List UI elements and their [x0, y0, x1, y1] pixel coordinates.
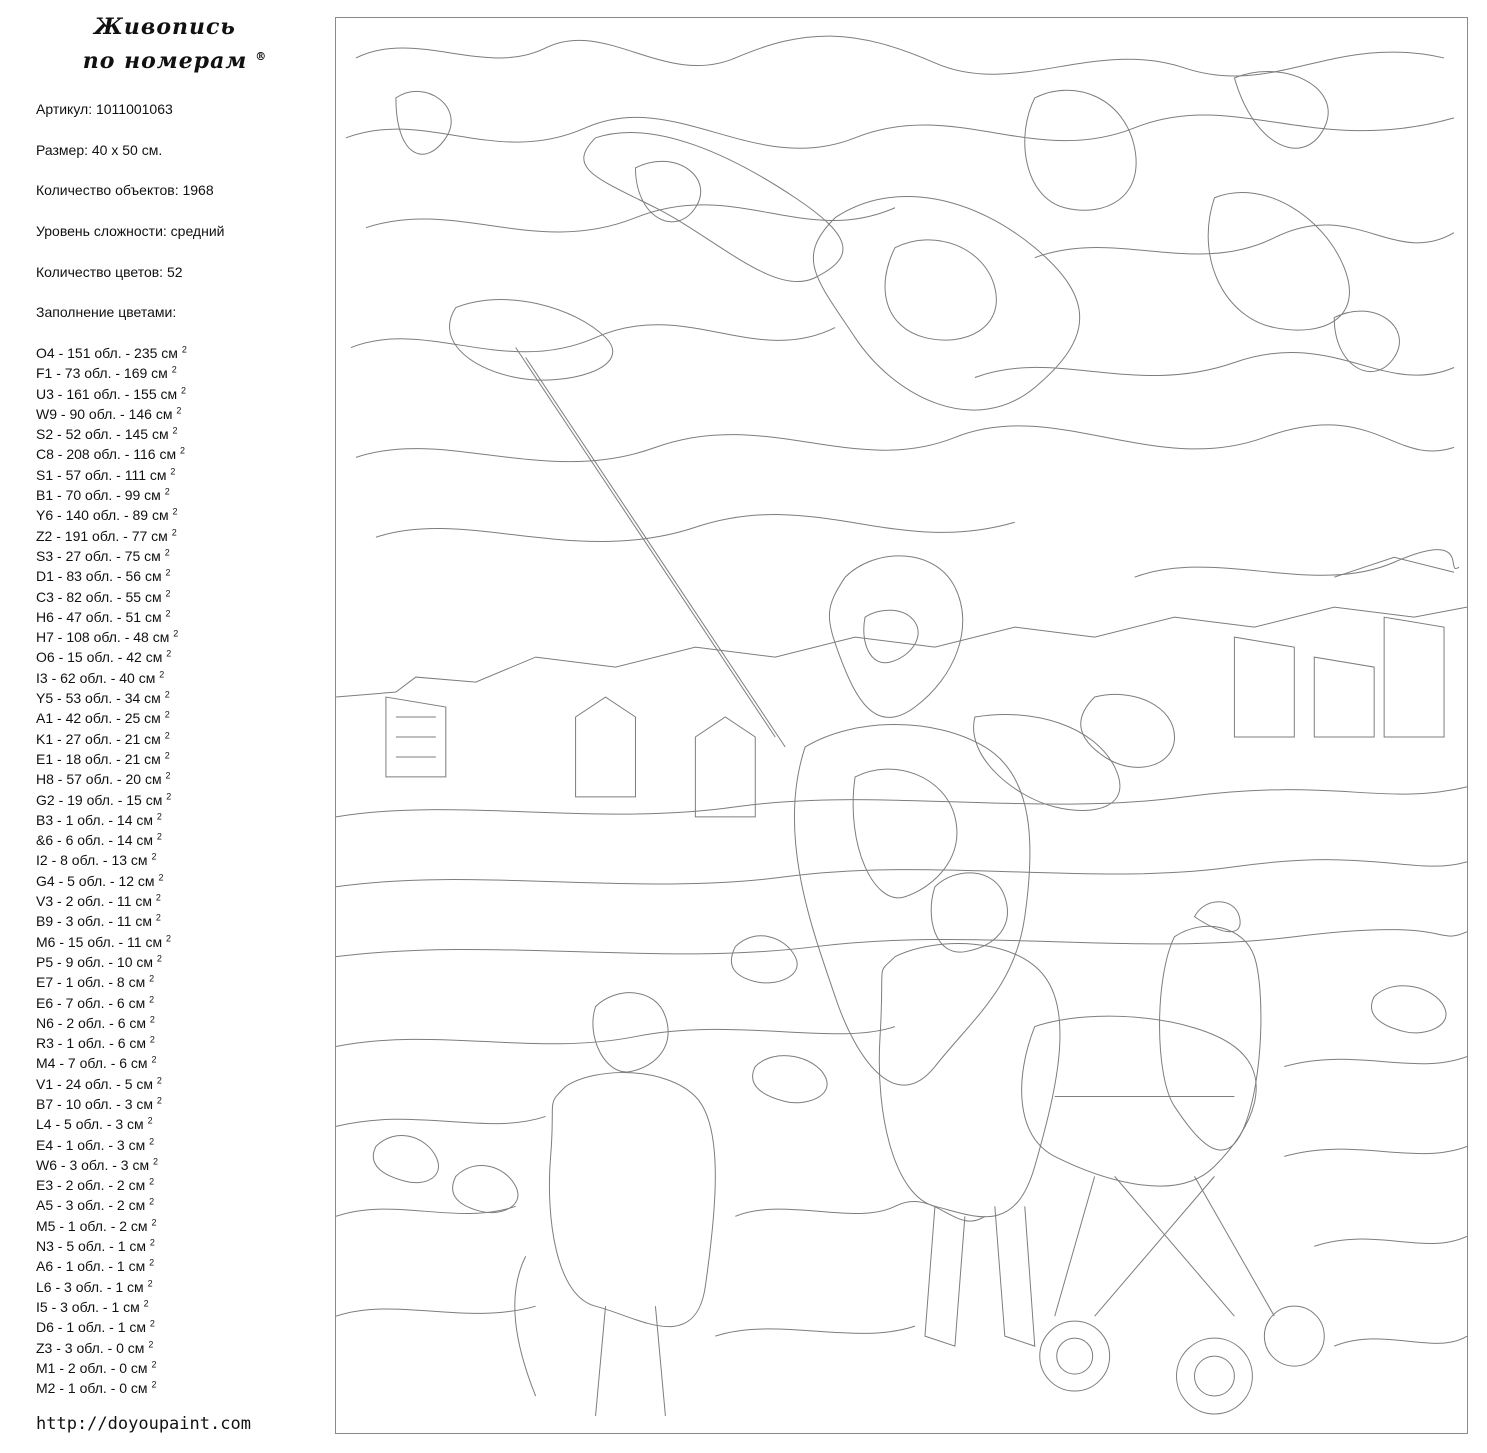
legend-item [36, 587, 187, 607]
legend-item-text: A5 - 3 обл. - 2 см [36, 1197, 146, 1214]
legend-unit-superscript: 2 [158, 872, 164, 883]
legend-item [36, 668, 187, 688]
legend-unit-superscript: 2 [149, 1237, 155, 1248]
legend-item [36, 1175, 187, 1195]
legend-item-text: G2 - 19 обл. - 15 см [36, 791, 163, 808]
legend-unit-superscript: 2 [164, 750, 170, 761]
legend-item [36, 1195, 187, 1215]
legend-item [36, 810, 187, 830]
legend-item-text: B3 - 1 обл. - 14 см [36, 811, 154, 828]
legend-unit-superscript: 2 [149, 1135, 155, 1146]
legend-unit-superscript: 2 [171, 364, 177, 375]
legend-item [36, 1317, 187, 1337]
legend-item [36, 1378, 187, 1398]
legend-item [36, 830, 187, 850]
info-sidebar [0, 0, 330, 1453]
legend-item-text: S1 - 57 обл. - 111 см [36, 466, 167, 483]
legend-unit-superscript: 2 [155, 912, 161, 923]
legend-item [36, 1338, 187, 1358]
legend-unit-superscript: 2 [176, 405, 182, 416]
legend-unit-superscript: 2 [151, 1217, 157, 1228]
legend-item [36, 911, 187, 931]
legend-unit-superscript: 2 [149, 1196, 155, 1207]
fill-title: Заполнение цветами: [36, 304, 177, 321]
legend-unit-superscript: 2 [172, 506, 178, 517]
legend-item-text: A1 - 42 обл. - 25 см [36, 710, 161, 727]
legend-item [36, 485, 187, 505]
legend-item [36, 1135, 187, 1155]
legend-item [36, 1053, 187, 1073]
legend-item [36, 790, 187, 810]
legend-item [36, 688, 187, 708]
legend-unit-superscript: 2 [147, 1278, 153, 1288]
legend-item-text: O4 - 151 обл. - 235 см [36, 345, 178, 361]
legend-unit-superscript: 2 [159, 669, 165, 680]
legend-unit-superscript: 2 [166, 648, 172, 659]
legend-item-text: O6 - 15 обл. - 42 см [36, 649, 163, 666]
legend-unit-superscript: 2 [149, 1014, 155, 1025]
legend-item-text: E3 - 2 обл. - 2 см [36, 1177, 146, 1194]
legend-item-text: B1 - 70 обл. - 99 см [36, 487, 161, 504]
legend-item [36, 1013, 187, 1033]
legend-unit-superscript: 2 [165, 770, 171, 781]
legend-item-text: N3 - 5 обл. - 1 см [36, 1238, 146, 1255]
legend-unit-superscript: 2 [170, 466, 176, 477]
legend-unit-superscript: 2 [149, 973, 155, 984]
legend-item-text: K1 - 27 обл. - 21 см [36, 730, 161, 747]
legend-item-text: P5 - 9 обл. - 10 см [36, 953, 154, 970]
legend-item-text: L6 - 3 обл. - 1 см [36, 1278, 144, 1295]
legend-item-text: I3 - 62 обл. - 40 см [36, 669, 156, 686]
coloring-canvas [335, 17, 1468, 1434]
legend-unit-superscript: 2 [143, 1298, 149, 1309]
site-url[interactable]: http://doyoupaint.com [36, 1414, 251, 1434]
legend-item-text: H6 - 47 обл. - 51 см [36, 608, 162, 625]
legend-item-text: U3 - 161 обл. - 155 см [36, 385, 178, 402]
legend-item-text: I5 - 3 обл. - 1 см [36, 1298, 140, 1315]
legend-item-text: E7 - 1 обл. - 8 см [36, 974, 146, 991]
legend-unit-superscript: 2 [165, 587, 171, 598]
legend-unit-superscript: 2 [151, 1379, 157, 1390]
legend-item-text: D6 - 1 обл. - 1 см [36, 1319, 146, 1336]
legend-unit-superscript: 2 [151, 1359, 157, 1370]
legend-unit-superscript: 2 [151, 851, 157, 862]
line-art-illustration [336, 18, 1467, 1433]
legend-unit-superscript: 2 [181, 384, 187, 395]
legend-item-text: C8 - 208 обл. - 116 см [36, 446, 177, 463]
legend-item [36, 424, 187, 444]
legend-item [36, 607, 187, 627]
legend-item [36, 1256, 187, 1276]
legend-unit-superscript: 2 [156, 1075, 162, 1086]
legend-item [36, 363, 187, 383]
legend-item-text: A6 - 1 обл. - 1 см [36, 1258, 146, 1275]
legend-unit-superscript: 2 [147, 1115, 153, 1126]
legend-item-text: C3 - 82 обл. - 55 см [36, 588, 162, 605]
legend-item-text: M6 - 15 обл. - 11 см [36, 933, 163, 950]
legend-unit-superscript: 2 [149, 1257, 155, 1268]
legend-unit-superscript: 2 [180, 445, 186, 456]
legend-unit-superscript: 2 [156, 953, 162, 964]
legend-item-text: W9 - 90 обл. - 146 см [36, 405, 173, 422]
legend-unit-superscript: 2 [165, 608, 171, 619]
legend-unit-superscript: 2 [171, 527, 177, 538]
legend-item-text: E4 - 1 обл. - 3 см [36, 1136, 146, 1153]
legend-unit-superscript: 2 [149, 1176, 155, 1187]
legend-unit-superscript: 2 [165, 567, 171, 578]
legend-item [36, 1155, 187, 1175]
legend-item [36, 729, 187, 749]
legend-item [36, 526, 187, 546]
legend-item [36, 444, 187, 464]
legend-item-text: S3 - 27 обл. - 75 см [36, 547, 161, 564]
legend-item [36, 1033, 187, 1053]
legend-item [36, 384, 187, 404]
legend-item [36, 972, 187, 992]
legend-unit-superscript: 2 [156, 1095, 162, 1106]
legend-item [36, 1216, 187, 1236]
legend-item-text: H8 - 57 обл. - 20 см [36, 771, 162, 788]
legend-unit-superscript: 2 [165, 932, 171, 943]
legend-item [36, 465, 187, 485]
legend-unit-superscript: 2 [172, 425, 178, 436]
legend-item-text: I2 - 8 обл. - 13 см [36, 852, 148, 869]
legend-unit-superscript: 2 [164, 486, 170, 497]
legend-unit-superscript: 2 [149, 1318, 155, 1329]
legend-unit-superscript: 2 [173, 628, 179, 639]
legend-unit-superscript: 2 [156, 831, 162, 842]
canvas-size: Размер: 40 х 50 см. [36, 141, 163, 158]
legend-unit-superscript: 2 [152, 1156, 158, 1167]
legend-item-text: F1 - 73 обл. - 169 см [36, 365, 168, 382]
brand-logo [0, 10, 330, 78]
legend-item-text: N6 - 2 обл. - 6 см [36, 1014, 146, 1031]
legend-item [36, 769, 187, 789]
legend-item-text: M4 - 7 обл. - 6 см [36, 1055, 148, 1072]
legend-item [36, 1074, 187, 1094]
legend-item [36, 891, 187, 911]
legend-unit-superscript: 2 [164, 729, 170, 740]
legend-item-text: H7 - 108 обл. - 48 см [36, 629, 170, 646]
legend-item [36, 627, 187, 647]
legend-item-text: B9 - 3 обл. - 11 см [36, 913, 152, 930]
legend-unit-superscript: 2 [149, 993, 155, 1004]
legend-item [36, 647, 187, 667]
legend-unit-superscript: 2 [166, 790, 172, 801]
legend-item [36, 850, 187, 870]
legend-item-text: Y6 - 140 обл. - 89 см [36, 507, 169, 524]
legend-item [36, 1358, 187, 1378]
legend-item-text: R3 - 1 обл. - 6 см [36, 1035, 146, 1052]
legend-item-text: G4 - 5 обл. - 12 см [36, 872, 155, 889]
brand-line-2 [82, 44, 268, 78]
brand-line-1: Живопись [94, 14, 236, 40]
legend-unit-superscript: 2 [148, 1338, 154, 1349]
legend-item-text: Z2 - 191 обл. - 77 см [36, 527, 168, 544]
legend-item-text: L4 - 5 обл. - 3 см [36, 1116, 144, 1133]
legend-item [36, 566, 187, 586]
legend-item-text: V1 - 24 обл. - 5 см [36, 1075, 154, 1092]
legend-unit-superscript: 2 [164, 547, 170, 558]
legend-item [36, 404, 187, 424]
colors-count: Количество цветов: 52 [36, 263, 183, 280]
legend-item [36, 1277, 187, 1297]
legend-item-text: Y5 - 53 обл. - 34 см [36, 690, 161, 707]
legend-item [36, 1114, 187, 1134]
color-legend [36, 343, 187, 1398]
legend-item-text: W6 - 3 обл. - 3 см [36, 1156, 150, 1173]
legend-item-text: D1 - 83 обл. - 56 см [36, 568, 162, 585]
legend-item-text: E1 - 18 обл. - 21 см [36, 750, 161, 767]
legend-unit-superscript: 2 [164, 709, 170, 720]
legend-item [36, 749, 187, 769]
legend-unit-superscript: 2 [156, 811, 162, 822]
objects-count: Количество объектов: 1968 [36, 182, 214, 199]
legend-item-text: V3 - 2 обл. - 11 см [36, 893, 152, 910]
legend-item [36, 952, 187, 972]
legend-item-text: &6 - 6 обл. - 14 см [36, 832, 154, 849]
legend-item-text: B7 - 10 обл. - 3 см [36, 1095, 154, 1112]
legend-item [36, 1094, 187, 1114]
legend-item [36, 1297, 187, 1317]
difficulty-level: Уровень сложности: средний [36, 223, 225, 240]
legend-unit-superscript: 2 [155, 892, 161, 903]
legend-unit-superscript: 2 [181, 344, 187, 355]
legend-item [36, 708, 187, 728]
legend-unit-superscript: 2 [151, 1054, 157, 1065]
legend-item-text: Z3 - 3 обл. - 0 см [36, 1339, 145, 1356]
legend-item-text: M2 - 1 обл. - 0 см [36, 1380, 148, 1397]
legend-item [36, 993, 187, 1013]
legend-unit-superscript: 2 [149, 1034, 155, 1045]
legend-item [36, 1236, 187, 1256]
legend-item [36, 932, 187, 952]
legend-item-text: M1 - 2 обл. - 0 см [36, 1359, 148, 1376]
legend-item-text: M5 - 1 обл. - 2 см [36, 1217, 148, 1234]
article-number: Артикул: 1011001063 [36, 101, 173, 117]
brand-line-2-text: по номерам [82, 48, 248, 74]
registered-mark: ® [255, 50, 268, 63]
legend-item-text: S2 - 52 обл. - 145 см [36, 426, 169, 443]
product-info [36, 99, 224, 343]
legend-item [36, 871, 187, 891]
legend-item [36, 546, 187, 566]
legend-unit-superscript: 2 [164, 689, 170, 700]
legend-item [36, 505, 187, 525]
legend-item-text: E6 - 7 обл. - 6 см [36, 994, 146, 1011]
legend-item [36, 343, 187, 363]
